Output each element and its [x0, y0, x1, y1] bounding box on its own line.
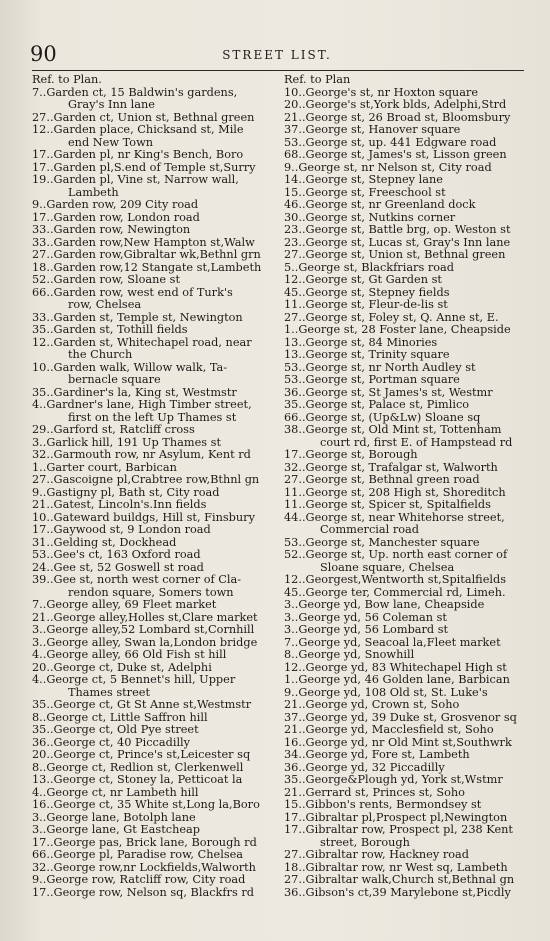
- street-entry-line: 17..Gibraltar row, Prospect pl, 238 Kent: [284, 823, 513, 836]
- street-entry-line: 29..Garford st, Ratcliff cross: [32, 423, 195, 436]
- street-entry-line: the Church: [68, 348, 133, 361]
- street-entry-line: 12..Garden st, Whitechapel road, near: [32, 335, 252, 349]
- left-column-heading: Ref. to Plan.: [32, 73, 102, 86]
- street-entry-line: 9..George yd, 108 Old st, St. Luke's: [284, 685, 488, 699]
- street-entry-line: 13..George st, 84 Minories: [284, 335, 438, 349]
- right-column: [284, 74, 530, 899]
- street-entry-line: Sloane square, Chelsea: [320, 560, 455, 574]
- street-entry-line: 11..George st, Spicer st, Spitalfields: [284, 498, 491, 511]
- street-entry-line: 27..Gibraltar walk,Church st,Bethnal gn: [284, 873, 515, 886]
- street-entry-line: 53..George st, nr North Audley st: [284, 360, 476, 374]
- street-entry-line: 9..George st, nr Nelson st, City road: [284, 160, 492, 174]
- street-entry-line: 12..George yd, 83 Whitechapel High st: [284, 660, 507, 674]
- street-entry-line: 53..Gee's ct, 163 Oxford road: [32, 548, 201, 561]
- street-entry-line: 16..George ct, 35 White st,Long la,Boro: [32, 798, 260, 811]
- street-entry-line: 18..Gibraltar row, nr West sq, Lambeth: [284, 860, 508, 874]
- street-entry-line: Thames street: [68, 685, 150, 699]
- street-entry-line: 21..George alley,Holles st,Clare market: [32, 610, 258, 624]
- street-entry-line: 34..George yd, Fore st, Lambeth: [284, 748, 470, 761]
- street-entry-line: 17..George row, Nelson sq, Blackfrs rd: [32, 885, 254, 899]
- street-entry-line: 32..George row,nr Lockfields,Walworth: [32, 860, 256, 874]
- street-entry-line: 46..George st, nr Greenland dock: [284, 198, 476, 211]
- street-entry-line: 53..George st, Portman square: [284, 373, 460, 386]
- street-entry-line: 3..George lane, Gt Eastcheap: [32, 823, 201, 836]
- street-entry-line: 36..George st, St James's st, Westmr: [284, 385, 493, 399]
- street-entry-line: 37..George yd, 39 Duke st, Grosvenor sq: [284, 710, 517, 724]
- street-entry-line: 66..George pl, Paradise row, Chelsea: [32, 848, 244, 861]
- street-entry-line: 1..George yd, 46 Golden lane, Barbican: [284, 673, 510, 686]
- street-entry-line: 11..George st, Fleur-de-lis st: [284, 298, 448, 311]
- street-entry-line: 1..George st, 28 Foster lane, Cheapside: [284, 323, 511, 336]
- street-entry-line: 45..George st, Stepney fields: [284, 285, 450, 299]
- street-entry-line: 4..George ct, 5 Bennet's hill, Upper: [32, 673, 236, 686]
- street-entry-line: 27..Gibraltar row, Hackney road: [284, 848, 470, 861]
- street-entry-line: 30..George st, Nutkins corner: [284, 210, 456, 224]
- street-entry-line: 14..George st, Stepney lane: [284, 173, 443, 186]
- street-entry-line: 17..George st, Borough: [284, 448, 418, 461]
- street-entry-line: Gray's Inn lane: [68, 98, 155, 111]
- street-entry-line: 9..George row, Ratcliff row, City road: [32, 873, 246, 886]
- street-entry-line: 35..Gardiner's la, King st, Westmstr: [32, 385, 237, 399]
- street-entry-line: rendon square, Somers town: [68, 585, 234, 599]
- street-entry-line: first on the left Up Thames st: [68, 410, 237, 424]
- street-entry-line: 68..George st, James's st, Lisson green: [284, 148, 507, 161]
- street-entry-line: 20..George's st,York blds, Adelphi,Strd: [284, 98, 507, 111]
- street-entry-line: 32..Garmouth row, nr Asylum, Kent rd: [32, 448, 251, 461]
- street-entry-line: 33..Garden st, Temple st, Newington: [32, 310, 243, 324]
- street-entry-line: 9..Garden row, 209 City road: [32, 198, 199, 211]
- street-entry-line: 21..Gerrard st, Princes st, Soho: [284, 785, 465, 799]
- street-entry-line: 3..George yd, 56 Coleman st: [284, 610, 447, 624]
- street-entry-line: 20..George ct, Duke st, Adelphi: [32, 660, 212, 674]
- street-entry-line: 16..George yd, nr Old Mint st,Southwrk: [284, 735, 512, 749]
- street-entry-line: 53..George st, Manchester square: [284, 535, 480, 549]
- street-entry-line: 27..George st, Bethnal green road: [284, 473, 480, 486]
- street-entry-line: 52..Garden row, Sloane st: [32, 273, 180, 286]
- street-entry-line: 8..George ct, Little Saffron hill: [32, 710, 208, 724]
- street-entry-line: 52..George st, Up. north east corner of: [284, 548, 508, 561]
- street-entry-line: 45..George ter, Commercial rd, Limeh.: [284, 585, 506, 599]
- street-entry-line: row, Chelsea: [68, 298, 142, 311]
- street-entry-line: 4..George alley, 66 Old Fish st hill: [32, 648, 227, 661]
- street-entry-line: Lambeth: [68, 185, 119, 199]
- street-entry-line: 3..George lane, Botolph lane: [32, 810, 196, 824]
- street-entry-line: 5..George st, Blackfriars road: [284, 260, 455, 274]
- street-entry-line: 53..George st, up. 441 Edgware road: [284, 135, 497, 149]
- street-entry-line: 20..George ct, Prince's st,Leicester sq: [32, 748, 251, 761]
- street-entry-line: 33..Garden row, Newington: [32, 223, 191, 236]
- street-entry-line: 44..George st, near Whitehorse street,: [284, 510, 505, 524]
- street-entry-line: 4..George ct, nr Lambeth hill: [32, 785, 199, 799]
- street-entry-line: 3..George yd, 56 Lombard st: [284, 623, 449, 636]
- street-entry-line: 21..George yd, Macclesfield st, Soho: [284, 723, 494, 736]
- street-entry-line: 17..Gaywood st, 9 London road: [32, 523, 211, 536]
- street-entry-line: 24..Gee st, 52 Goswell st road: [32, 560, 204, 574]
- street-entry-line: 7..George yd, Seacoal la,Fleet market: [284, 635, 501, 649]
- street-entry-line: 17..Garden row, London road: [32, 210, 200, 224]
- street-entry-line: 27..George st, Union st, Bethnal green: [284, 248, 506, 261]
- street-entry-line: 21..George st, 26 Broad st, Bloomsbury: [284, 110, 511, 124]
- street-entry-line: 36..Gibson's ct,39 Marylebone st,Picdly: [284, 885, 511, 899]
- running-title: STREET LIST.: [222, 48, 332, 62]
- street-entry-line: Commercial road: [320, 523, 420, 536]
- street-entry-line: 18..Garden row,12 Stangate st,Lambeth: [32, 260, 262, 274]
- street-entry-line: 27..Garden ct, Union st, Bethnal green: [32, 110, 255, 124]
- street-entry-line: 3..George yd, Bow lane, Cheapside: [284, 598, 485, 611]
- street-entry-line: 12..Georgest,Wentworth st,Spitalfields: [284, 573, 507, 586]
- right-column-heading: Ref. to Plan: [284, 73, 351, 86]
- street-entry-line: 11..George st, 208 High st, Shoreditch: [284, 485, 506, 499]
- street-entry-line: end New Town: [68, 135, 154, 149]
- street-entry-line: street, Borough: [320, 835, 410, 849]
- street-entry-line: 15..George st, Freeschool st: [284, 185, 446, 199]
- street-entry-line: 23..George st, Battle brg, op. Weston st: [284, 223, 511, 236]
- street-entry-line: 39..Gee st, north west corner of Cla-: [32, 573, 242, 586]
- street-entry-line: 38..George st, Old Mint st, Tottenham: [284, 423, 502, 436]
- street-entry-line: 15..Gibbon's rents, Bermondsey st: [284, 798, 482, 811]
- street-entry-line: 17..Garden pl, nr King's Bench, Boro: [32, 148, 244, 161]
- page-number: 90: [30, 42, 57, 66]
- street-entry-line: 33..Garden row,New Hampton st,Walw: [32, 235, 255, 249]
- street-entry-line: 27..George st, Foley st, Q. Anne st, E.: [284, 310, 499, 324]
- street-entry-line: 13..George ct, Stoney la, Petticoat la: [32, 773, 243, 786]
- street-entry-line: 21..George yd, Crown st, Soho: [284, 698, 460, 711]
- street-entry-line: 19..Garden pl, Vine st, Narrow wall,: [32, 173, 239, 186]
- street-entry-line: 8..George ct, Redlion st, Clerkenwell: [32, 760, 244, 774]
- page-header: [30, 42, 524, 66]
- street-entry-line: bernacle square: [68, 373, 161, 386]
- street-entry-line: 23..George st, Lucas st, Gray's Inn lane: [284, 235, 511, 249]
- street-entry-line: 35..George st, Palace st, Pimlico: [284, 398, 470, 411]
- street-entry-line: 10..George's st, nr Hoxton square: [284, 85, 479, 99]
- street-entry-line: 27..Gascoigne pl,Crabtree row,Bthnl gn: [32, 473, 260, 486]
- street-entry-line: 3..George alley,52 Lombard st,Cornhill: [32, 623, 255, 636]
- street-entry-line: 13..George st, Trinity square: [284, 348, 450, 361]
- header-rule: [32, 70, 524, 71]
- street-entry-line: 27..Garden row,Gibraltar wk,Bethnl grn: [32, 248, 261, 261]
- street-entry-line: 4..Gardner's lane, High Timber street,: [32, 398, 252, 411]
- street-entry-line: court rd, first E. of Hampstead rd: [320, 435, 513, 449]
- street-entry-line: 66..George st, (Up&Lw) Sloane sq: [284, 410, 481, 424]
- street-entry-line: 35..George ct, Old Pye street: [32, 723, 199, 736]
- street-entry-line: 66..Garden row, west end of Turk's: [32, 285, 233, 299]
- street-entry-line: 3..Garlick hill, 191 Up Thames st: [32, 435, 221, 449]
- left-column: [32, 74, 272, 899]
- street-entry-line: 37..George st, Hanover square: [284, 123, 461, 136]
- street-entry-line: 35..Garden st, Tothill fields: [32, 323, 188, 336]
- street-entry-line: 17..Gibraltar pl,Prospect pl,Newington: [284, 810, 508, 824]
- street-entry-line: 17..George pas, Brick lane, Borough rd: [32, 835, 257, 849]
- street-entry-line: 36..George ct, 40 Piccadilly: [32, 735, 191, 749]
- street-entry-line: 17..Garden pl,S.end of Temple st,Surry: [32, 160, 256, 174]
- street-entry-line: 36..George yd, 32 Piccadilly: [284, 760, 445, 774]
- street-entry-line: 7..Garden ct, 15 Baldwin's gardens,: [32, 85, 238, 99]
- street-entry-line: 35..George ct, Gt St Anne st,Westmstr: [32, 698, 252, 711]
- street-entry-line: 31..Gelding st, Dockhead: [32, 535, 177, 549]
- street-entry-line: 8..George yd, Snowhill: [284, 648, 415, 661]
- street-entry-line: 10..Gateward buildgs, Hill st, Finsbury: [32, 510, 255, 524]
- street-entry-line: 35..George&Plough yd, York st,Wstmr: [284, 773, 503, 786]
- street-entry-line: 32..George st, Trafalgar st, Walworth: [284, 460, 498, 474]
- street-entry-line: 10..Garden walk, Willow walk, Ta-: [32, 360, 228, 374]
- street-entry-line: 9..Gastigny pl, Bath st, City road: [32, 485, 220, 499]
- street-entry-line: 7..George alley, 69 Fleet market: [32, 598, 217, 611]
- street-entry-line: 12..Garden place, Chicksand st, Mile: [32, 123, 244, 136]
- street-entry-line: 1..Garter court, Barbican: [32, 460, 177, 474]
- street-entry-line: 12..George st, Gt Garden st: [284, 273, 442, 286]
- street-entry-line: 21..Gatest, Lincoln's.Inn fields: [32, 498, 207, 511]
- street-entry-line: 3..George alley, Swan la,London bridge: [32, 635, 258, 649]
